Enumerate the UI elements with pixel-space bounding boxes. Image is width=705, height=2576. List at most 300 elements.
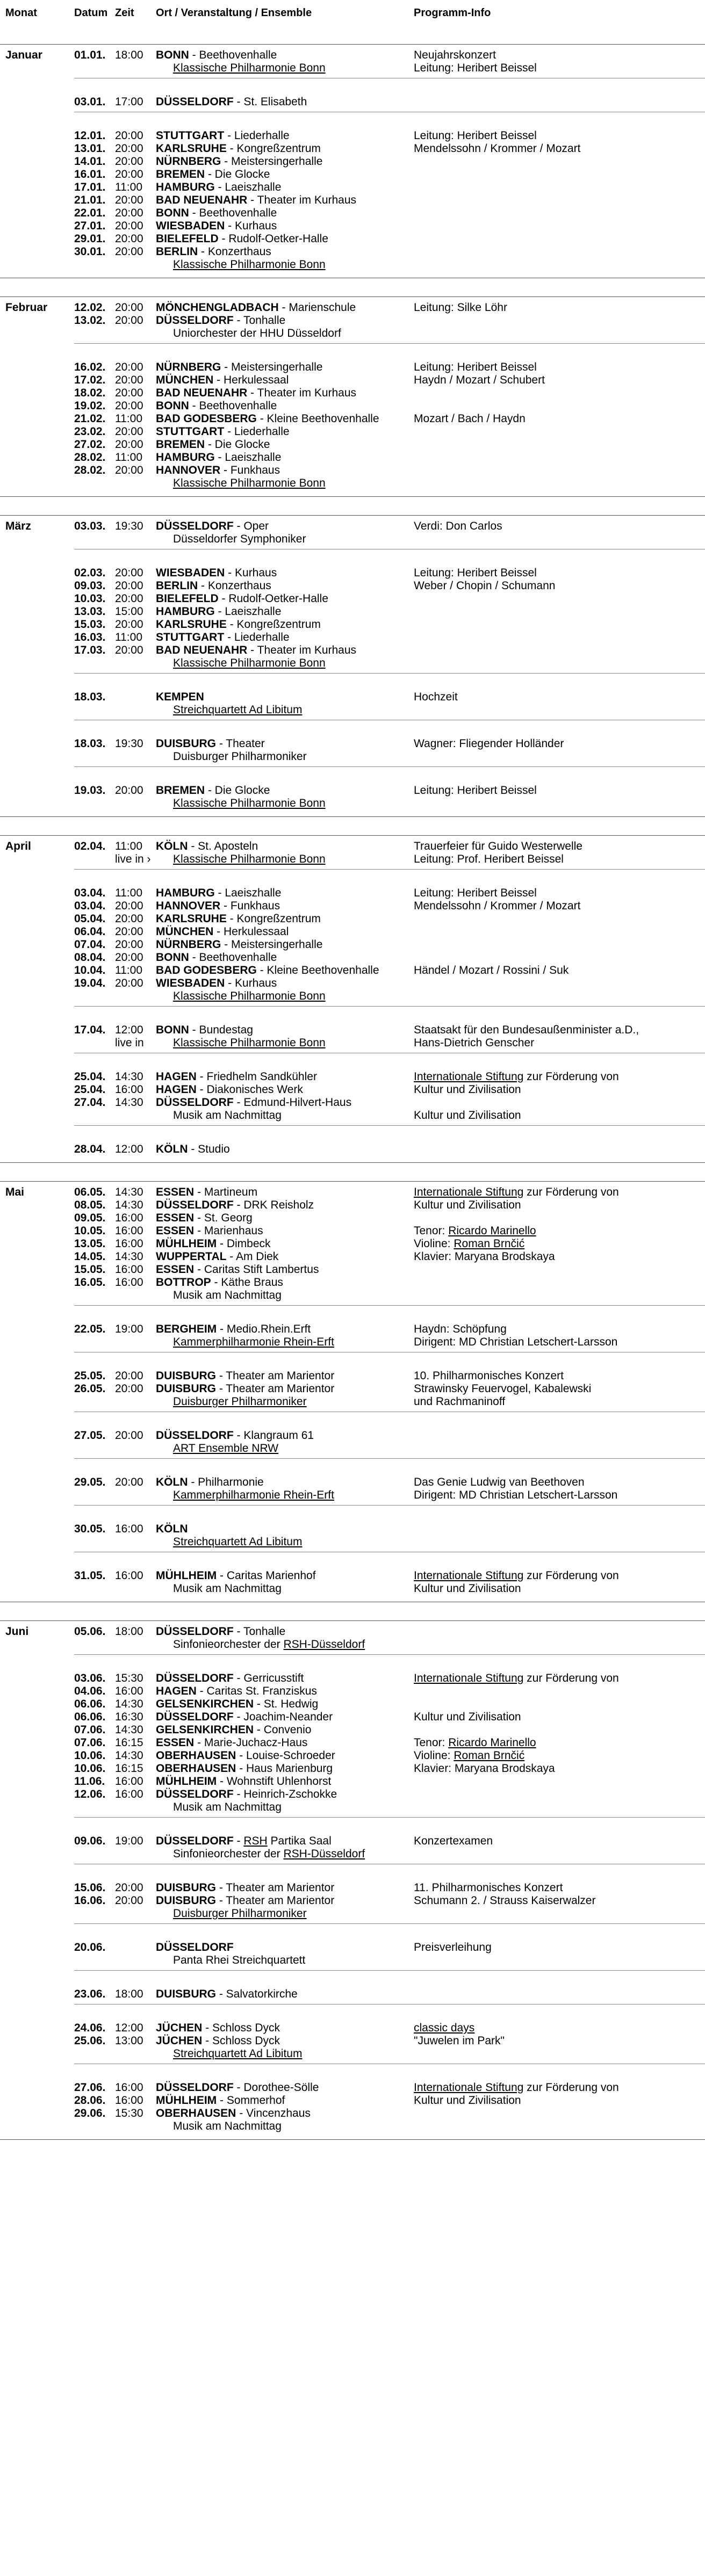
event-date: 13.02. [74, 314, 106, 327]
event-date: 27.01. [74, 220, 106, 232]
event-venue: - Meistersingerhalle [221, 155, 323, 168]
event-date: 08.04. [74, 951, 106, 964]
event-row [74, 964, 705, 977]
month-section [0, 44, 705, 278]
event-location [156, 400, 414, 413]
program-line: 10. Philharmonisches Konzert [414, 1370, 564, 1382]
event-venue: - Am Diek [226, 1250, 279, 1263]
event-location [156, 1370, 414, 1383]
event-date: 07.04. [74, 938, 106, 951]
event-time: 16:30 [115, 1711, 143, 1723]
event-row [74, 301, 705, 314]
link[interactable]: Ricardo Marinello [448, 1225, 536, 1237]
event-date: 16.01. [74, 168, 106, 180]
event-ensemble: Musik am Nachmittag [173, 1801, 282, 1813]
event-program-info [414, 1523, 705, 1549]
event-venue: - Marienschule [278, 301, 356, 314]
event-program-info [414, 464, 705, 490]
event-location [156, 361, 414, 374]
event-location [156, 1988, 414, 2001]
event-group [74, 1019, 705, 1053]
event-program-info [414, 977, 705, 1003]
event-city: DUISBURG [156, 1988, 217, 2000]
event-time: 16:00 [115, 1788, 143, 1800]
event-date: 16.05. [74, 1276, 106, 1289]
event-program-info [414, 96, 705, 108]
event-location [156, 438, 414, 451]
event-time: 20:00 [115, 220, 143, 232]
program-line: Dirigent: MD Christian Letschert-Larsson [414, 1489, 618, 1501]
program-line: Internationale Stiftung zur Förderung von [414, 1186, 619, 1198]
event-time: 20:00 [115, 168, 143, 180]
event-location [156, 1523, 414, 1549]
event-venue: - Wohnstift Uhlenhorst [217, 1775, 332, 1788]
event-date: 03.04. [74, 887, 106, 899]
event-city: WIESBADEN [156, 220, 225, 232]
month-events [74, 297, 705, 493]
event-date: 10.03. [74, 592, 106, 605]
event-venue: - Louise-Schroeder [236, 1749, 335, 1762]
event-city: BONN [156, 49, 189, 61]
event-row [74, 1083, 705, 1096]
event-location [156, 925, 414, 938]
event-time: 16:00 [115, 1685, 143, 1697]
event-city: DÜSSELDORF [156, 314, 234, 327]
program-line: Trauerfeier für Guido Westerwelle [414, 840, 582, 852]
program-line: 11. Philharmonisches Konzert [414, 1882, 563, 1894]
event-program-info [414, 938, 705, 951]
program-line: Internationale Stiftung zur Förderung von [414, 1672, 619, 1684]
event-ensemble[interactable]: Streichquartett Ad Libitum [173, 2047, 303, 2060]
event-venue: - Gerricusstift [233, 1672, 304, 1684]
link[interactable]: Ricardo Marinello [448, 1736, 536, 1749]
event-row [74, 1212, 705, 1225]
event-group [74, 1518, 705, 1552]
event-city: DÜSSELDORF [156, 520, 234, 532]
event-venue: - Funkhaus [220, 900, 280, 912]
event-location [156, 1736, 414, 1749]
program-line: Internationale Stiftung zur Förderung von [414, 1569, 619, 1582]
event-row [74, 1199, 705, 1212]
event-group [74, 1319, 705, 1352]
event-location [156, 1894, 414, 1920]
event-venue: - Laeiszhalle [214, 451, 282, 464]
event-program-info [414, 1685, 705, 1698]
event-ensemble: Sinfonieorchester der RSH-Düsseldorf [173, 1638, 365, 1651]
event-venue: - Meistersingerhalle [221, 938, 323, 951]
program-line: Leitung: Heribert Beissel [414, 784, 537, 797]
event-ensemble[interactable]: Klassische Philharmonie Bonn [173, 853, 326, 865]
event-date: 15.03. [74, 618, 106, 631]
event-ensemble[interactable]: Kammerphilharmonie Rhein-Erft [173, 1336, 334, 1348]
event-program-info [414, 387, 705, 400]
event-location [156, 1199, 414, 1212]
event-program-info [414, 1724, 705, 1736]
event-program-info [414, 1383, 705, 1408]
event-time: 12:00 [115, 2022, 143, 2034]
event-group [74, 516, 705, 549]
event-venue: - Beethovenhalle [189, 49, 277, 61]
event-time: 20:00 [115, 1882, 143, 1894]
event-date: 09.05. [74, 1212, 106, 1224]
event-venue: - Oper [233, 520, 269, 532]
event-program-info [414, 1788, 705, 1814]
event-row [74, 1762, 705, 1775]
month-label: Januar [5, 49, 42, 61]
event-program-info [414, 644, 705, 670]
event-date: 28.02. [74, 451, 106, 464]
program-line: Leitung: Silke Löhr [414, 301, 507, 314]
event-ensemble[interactable]: Klassische Philharmonie Bonn [173, 990, 326, 1002]
event-venue: - Kurhaus [225, 220, 277, 232]
event-row [74, 618, 705, 631]
event-location [156, 1096, 414, 1122]
event-location [156, 1263, 414, 1276]
event-ensemble[interactable]: Klassische Philharmonie Bonn [173, 258, 326, 271]
event-group [74, 91, 705, 112]
event-date: 27.02. [74, 438, 106, 451]
event-program-info [414, 220, 705, 233]
link[interactable]: Internationale Stiftung [414, 1186, 524, 1198]
event-date: 03.06. [74, 1672, 106, 1684]
event-row [74, 592, 705, 605]
event-location [156, 96, 414, 108]
event-program-info [414, 1762, 705, 1775]
event-program-info [414, 1569, 705, 1595]
event-time: 18:00 [115, 1625, 143, 1638]
event-location [156, 181, 414, 194]
event-group [74, 882, 705, 1007]
event-ensemble[interactable]: Klassische Philharmonie Bonn [173, 62, 326, 74]
event-ensemble[interactable]: Duisburger Philharmoniker [173, 1395, 307, 1408]
event-program-info [414, 2107, 705, 2133]
event-time: 19:30 [115, 737, 143, 750]
event-row [74, 580, 705, 592]
link[interactable]: Roman Brnčić [454, 1749, 525, 1762]
event-program-info [414, 314, 705, 340]
event-time: 20:00 [115, 1894, 143, 1907]
event-group [74, 297, 705, 344]
event-row [74, 220, 705, 233]
event-row [74, 887, 705, 900]
event-row [74, 400, 705, 413]
event-venue: - Liederhalle [224, 631, 290, 643]
event-ensemble: Duisburger Philharmoniker [173, 750, 307, 763]
event-date: 17.02. [74, 374, 106, 386]
event-date: 20.06. [74, 1941, 106, 1953]
event-city: GELSENKIRCHEN [156, 1724, 254, 1736]
event-location [156, 691, 414, 717]
event-time: 20:00 [115, 925, 143, 938]
event-program-info [414, 425, 705, 438]
event-venue: - Caritas Stift Lambertus [194, 1263, 319, 1276]
link[interactable]: RSH [243, 1835, 268, 1847]
event-ensemble[interactable]: ART Ensemble NRW [173, 1442, 279, 1455]
event-venue: - Meistersingerhalle [221, 361, 323, 373]
event-time: 20:00 [115, 438, 143, 451]
event-location [156, 1143, 414, 1156]
event-row [74, 425, 705, 438]
event-row [74, 2107, 705, 2133]
program-line: Leitung: Heribert Beissel [414, 129, 537, 142]
event-location [156, 2107, 414, 2133]
event-group [74, 1565, 705, 1598]
event-time: 20:00 [115, 129, 143, 142]
event-city: BAD NEUENAHR [156, 387, 248, 399]
event-row [74, 1225, 705, 1238]
event-program-info [414, 1941, 705, 1967]
event-time: 20:00 [115, 314, 143, 327]
event-date: 09.06. [74, 1835, 106, 1847]
event-ensemble[interactable]: Klassische Philharmonie Bonn [173, 1037, 326, 1049]
event-city: HAGEN [156, 1685, 197, 1697]
event-date: 27.05. [74, 1429, 106, 1442]
event-city: KÖLN [156, 1476, 188, 1488]
event-venue: - Beethovenhalle [189, 400, 277, 412]
program-line: Kultur und Zivilisation [414, 2094, 521, 2107]
event-venue: - Die Glocke [205, 438, 270, 451]
event-row [74, 2035, 705, 2060]
event-location [156, 1835, 414, 1861]
program-line: Internationale Stiftung zur Förderung von [414, 2081, 619, 2094]
event-time: 11:00 [115, 451, 142, 464]
event-date: 07.06. [74, 1724, 106, 1736]
event-location [156, 1238, 414, 1250]
month-label: Juni [5, 1625, 29, 1638]
event-program-info [414, 631, 705, 644]
link[interactable]: RSH-Düsseldorf [283, 1638, 365, 1651]
event-city: BONN [156, 207, 189, 219]
event-city: DUISBURG [156, 737, 217, 750]
event-date: 13.03. [74, 605, 106, 618]
program-line: Haydn: Schöpfung [414, 1323, 507, 1335]
event-row [74, 464, 705, 490]
event-row [74, 2094, 705, 2107]
event-group [74, 1877, 705, 1924]
event-date: 07.06. [74, 1736, 106, 1749]
event-location [156, 887, 414, 900]
event-row [74, 913, 705, 925]
event-row [74, 1323, 705, 1349]
event-venue: - Dorothee-Sölle [233, 2081, 319, 2094]
month-label: Mai [5, 1186, 25, 1198]
event-group [74, 1182, 705, 1306]
event-row [74, 1143, 705, 1156]
event-ensemble[interactable]: Klassische Philharmonie Bonn [173, 657, 326, 669]
event-program-info [414, 400, 705, 413]
event-date: 26.05. [74, 1383, 106, 1395]
link[interactable]: Internationale Stiftung [414, 2081, 524, 2094]
event-date: 15.05. [74, 1263, 106, 1276]
event-date: 11.06. [74, 1775, 105, 1788]
event-row [74, 451, 705, 464]
event-time: 11:00 [115, 887, 142, 899]
event-ensemble[interactable]: Klassische Philharmonie Bonn [173, 477, 326, 489]
link[interactable]: Internationale Stiftung [414, 1070, 524, 1083]
event-program-info [414, 964, 705, 977]
event-ensemble[interactable]: Streichquartett Ad Libitum [173, 1536, 303, 1548]
event-row [74, 925, 705, 938]
event-location [156, 1941, 414, 1967]
event-group [74, 2077, 705, 2136]
event-date: 08.05. [74, 1199, 106, 1211]
event-row [74, 361, 705, 374]
event-city: HAMBURG [156, 181, 215, 193]
event-time [115, 691, 156, 717]
event-city: BERLIN [156, 580, 198, 592]
event-location [156, 520, 414, 546]
event-row [74, 1569, 705, 1595]
event-city: GELSENKIRCHEN [156, 1698, 254, 1710]
event-time: 16:15 [115, 1736, 143, 1749]
event-row [74, 438, 705, 451]
event-time: 19:30 [115, 520, 143, 532]
table-header [0, 0, 705, 26]
event-city: ESSEN [156, 1225, 195, 1237]
event-date: 23.02. [74, 425, 106, 438]
event-program-info [414, 168, 705, 181]
event-city: OBERHAUSEN [156, 2107, 236, 2119]
event-group [74, 1139, 705, 1159]
event-ensemble[interactable]: Klassische Philharmonie Bonn [173, 797, 326, 809]
event-row [74, 1685, 705, 1698]
event-program-info [414, 233, 705, 245]
event-group [74, 780, 705, 813]
event-venue: - Laeiszhalle [214, 887, 282, 899]
event-time: 18:00 [115, 1988, 143, 2000]
event-program-info [414, 1882, 705, 1894]
event-date: 23.06. [74, 1988, 106, 2000]
event-group [74, 1425, 705, 1459]
event-time: 14:30 [115, 1199, 143, 1211]
event-date: 16.06. [74, 1894, 106, 1907]
event-date: 21.02. [74, 413, 106, 425]
event-program-info [414, 451, 705, 464]
link[interactable]: Internationale Stiftung [414, 1672, 524, 1684]
event-city: BAD NEUENAHR [156, 644, 248, 656]
event-venue: - Rudolf-Oetker-Halle [218, 592, 328, 605]
event-city: BOTTROP [156, 1276, 211, 1289]
event-row [74, 233, 705, 245]
event-time: 14:30 [115, 1096, 143, 1109]
event-venue: - Salvatorkirche [216, 1988, 298, 2000]
event-row [74, 1276, 705, 1302]
month-events [74, 516, 705, 813]
event-venue: - Caritas St. Franziskus [196, 1685, 317, 1697]
program-line: Kultur und Zivilisation [414, 1199, 521, 1211]
event-ensemble[interactable]: Streichquartett Ad Libitum [173, 704, 303, 716]
event-date: 16.03. [74, 631, 106, 643]
event-program-info [414, 887, 705, 900]
month-section [0, 515, 705, 817]
event-location [156, 2022, 414, 2035]
event-time: 20:00 [115, 900, 143, 912]
link[interactable]: Roman Brnčić [454, 1238, 525, 1250]
event-location [156, 1323, 414, 1349]
event-time: 16:00 [115, 2094, 143, 2107]
event-city: BAD GODESBERG [156, 964, 257, 976]
event-city: DÜSSELDORF [156, 1672, 234, 1684]
event-date: 30.05. [74, 1523, 106, 1535]
event-location [156, 1749, 414, 1762]
event-date: 19.03. [74, 784, 106, 797]
event-location [156, 1024, 414, 1050]
event-city: DÜSSELDORF [156, 1711, 234, 1723]
event-venue: - Beethovenhalle [189, 951, 277, 964]
event-ensemble: Musik am Nachmittag [173, 2120, 282, 2132]
link[interactable]: RSH-Düsseldorf [283, 1848, 365, 1860]
event-venue: - Haus Marienburg [236, 1762, 333, 1775]
link[interactable]: Internationale Stiftung [414, 1569, 524, 1582]
program-line: Staatsakt für den Bundesaußenminister a.D., [414, 1024, 639, 1036]
event-program-info [414, 1143, 705, 1156]
event-location [156, 1775, 414, 1788]
event-location [156, 301, 414, 314]
event-program-info [414, 1225, 705, 1238]
event-date: 06.06. [74, 1711, 106, 1723]
event-time: 20:00 [115, 245, 143, 258]
event-group [74, 1365, 705, 1412]
event-date: 09.03. [74, 580, 106, 592]
event-date: 06.05. [74, 1186, 106, 1198]
event-program-info [414, 374, 705, 387]
event-ensemble[interactable]: Kammerphilharmonie Rhein-Erft [173, 1489, 334, 1501]
program-line: Konzertexamen [414, 1835, 493, 1847]
event-date: 27.06. [74, 2081, 106, 2094]
event-time: 11:00 live in › [115, 840, 156, 866]
event-program-info [414, 2094, 705, 2107]
event-program-info [414, 1250, 705, 1263]
event-date: 19.02. [74, 400, 106, 412]
program-line: Internationale Stiftung zur Förderung von [414, 1070, 619, 1083]
event-row [74, 1186, 705, 1199]
program-line: Händel / Mozart / Rossini / Suk [414, 964, 569, 976]
event-city: KARLSRUHE [156, 618, 227, 631]
event-ensemble[interactable]: Duisburger Philharmoniker [173, 1907, 307, 1920]
link[interactable]: classic days [414, 2022, 475, 2034]
event-location [156, 1383, 414, 1408]
event-program-info [414, 1672, 705, 1685]
header-date [74, 6, 115, 26]
event-venue: - Kongreßzentrum [226, 142, 321, 155]
header-time: Zeit [115, 7, 134, 19]
event-location [156, 900, 414, 913]
program-line: Leitung: Heribert Beissel [414, 361, 537, 373]
program-line [414, 2022, 700, 2035]
event-venue: - Kongreßzentrum [226, 913, 321, 925]
event-city: DÜSSELDORF [156, 1625, 234, 1638]
event-venue: - Konzerthaus [198, 245, 271, 258]
event-date: 13.01. [74, 142, 106, 155]
event-city: NÜRNBERG [156, 938, 221, 951]
event-location [156, 1070, 414, 1083]
event-date: 10.06. [74, 1762, 106, 1775]
event-date: 16.02. [74, 361, 106, 373]
program-line: Violine: Roman Brnčić [414, 1749, 525, 1762]
event-location [156, 784, 414, 810]
event-date: 10.04. [74, 964, 106, 976]
event-time: 16:00 [115, 1083, 143, 1096]
program-line: Verdi: Don Carlos [414, 520, 502, 532]
event-city: STUTTGART [156, 425, 225, 438]
event-time: 16:00 [115, 1225, 143, 1237]
event-location [156, 314, 414, 340]
event-date: 22.01. [74, 207, 106, 219]
event-time: 20:00 [115, 1429, 143, 1442]
event-time: 20:00 [115, 207, 143, 219]
event-time: 20:00 [115, 425, 143, 438]
event-time: 20:00 [115, 592, 143, 605]
